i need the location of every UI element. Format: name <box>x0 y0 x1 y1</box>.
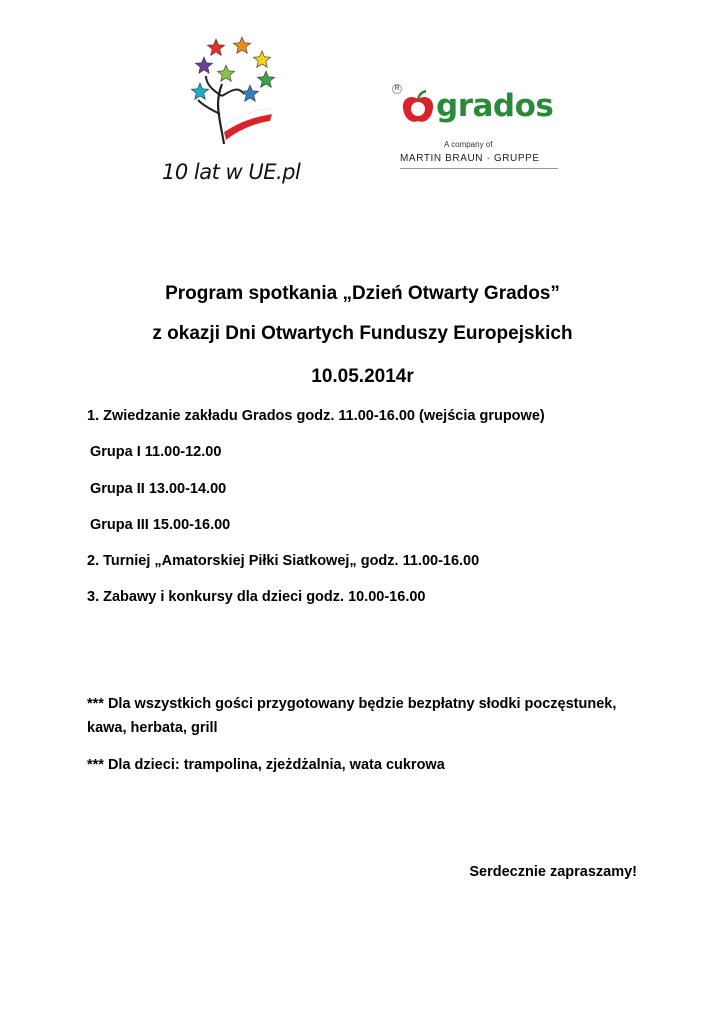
note-2: *** Dla dzieci: trampolina, zjeżdżalnia, wata cukrowa <box>87 757 445 773</box>
10-lat-w-ue-logo <box>162 34 302 194</box>
star-icon <box>195 57 212 73</box>
note-1-line-2: kawa, herbata, grill <box>87 720 218 736</box>
eu-logo-text: 10 lat w UE.pl <box>162 160 301 184</box>
grados-divider <box>400 168 558 169</box>
program-item-3: 3. Zabawy i konkursy dla dzieci godz. 10.00-16.00 <box>87 589 426 605</box>
grados-tagline: A company of <box>444 140 493 149</box>
program-item-2: 2. Turniej „Amatorskiej Piłki Siatkowej„ godz. 11.00-16.00 <box>87 553 480 569</box>
star-icon <box>257 71 274 87</box>
group-item: Grupa I 11.00-12.00 <box>90 444 222 460</box>
group-item: Grupa II 13.00-14.00 <box>90 481 227 497</box>
registered-mark: R <box>392 84 402 94</box>
eu-stars-flower-graphic <box>162 34 302 159</box>
star-icon <box>217 65 234 81</box>
title-line-2: z okazji Dni Otwartych Funduszy Europejskich <box>152 323 573 344</box>
star-icon <box>207 39 224 55</box>
program-item-1: 1. Zwiedzanie zakładu Grados godz. 11.00-16.00 (wejścia grupowe) <box>87 408 545 424</box>
star-icon <box>241 85 258 101</box>
star-icon <box>233 37 250 53</box>
title-line-1: Program spotkania „Dzień Otwarty Grados” <box>165 283 560 304</box>
star-icon <box>253 51 270 67</box>
group-item: Grupa III 15.00-16.00 <box>90 517 231 533</box>
grados-group-name: MARTIN BRAUN · GRUPPE <box>400 153 540 164</box>
apple-icon <box>400 90 436 126</box>
closing-text: Serdecznie zapraszamy! <box>469 864 637 880</box>
note-1-line-1: *** Dla wszystkich gości przygotowany będzie bezpłatny słodki poczęstunek, <box>87 696 617 712</box>
grados-wordmark: grados <box>436 88 554 124</box>
star-icon <box>191 83 208 99</box>
title-date: 10.05.2014r <box>311 366 414 387</box>
grados-logo <box>392 84 562 174</box>
